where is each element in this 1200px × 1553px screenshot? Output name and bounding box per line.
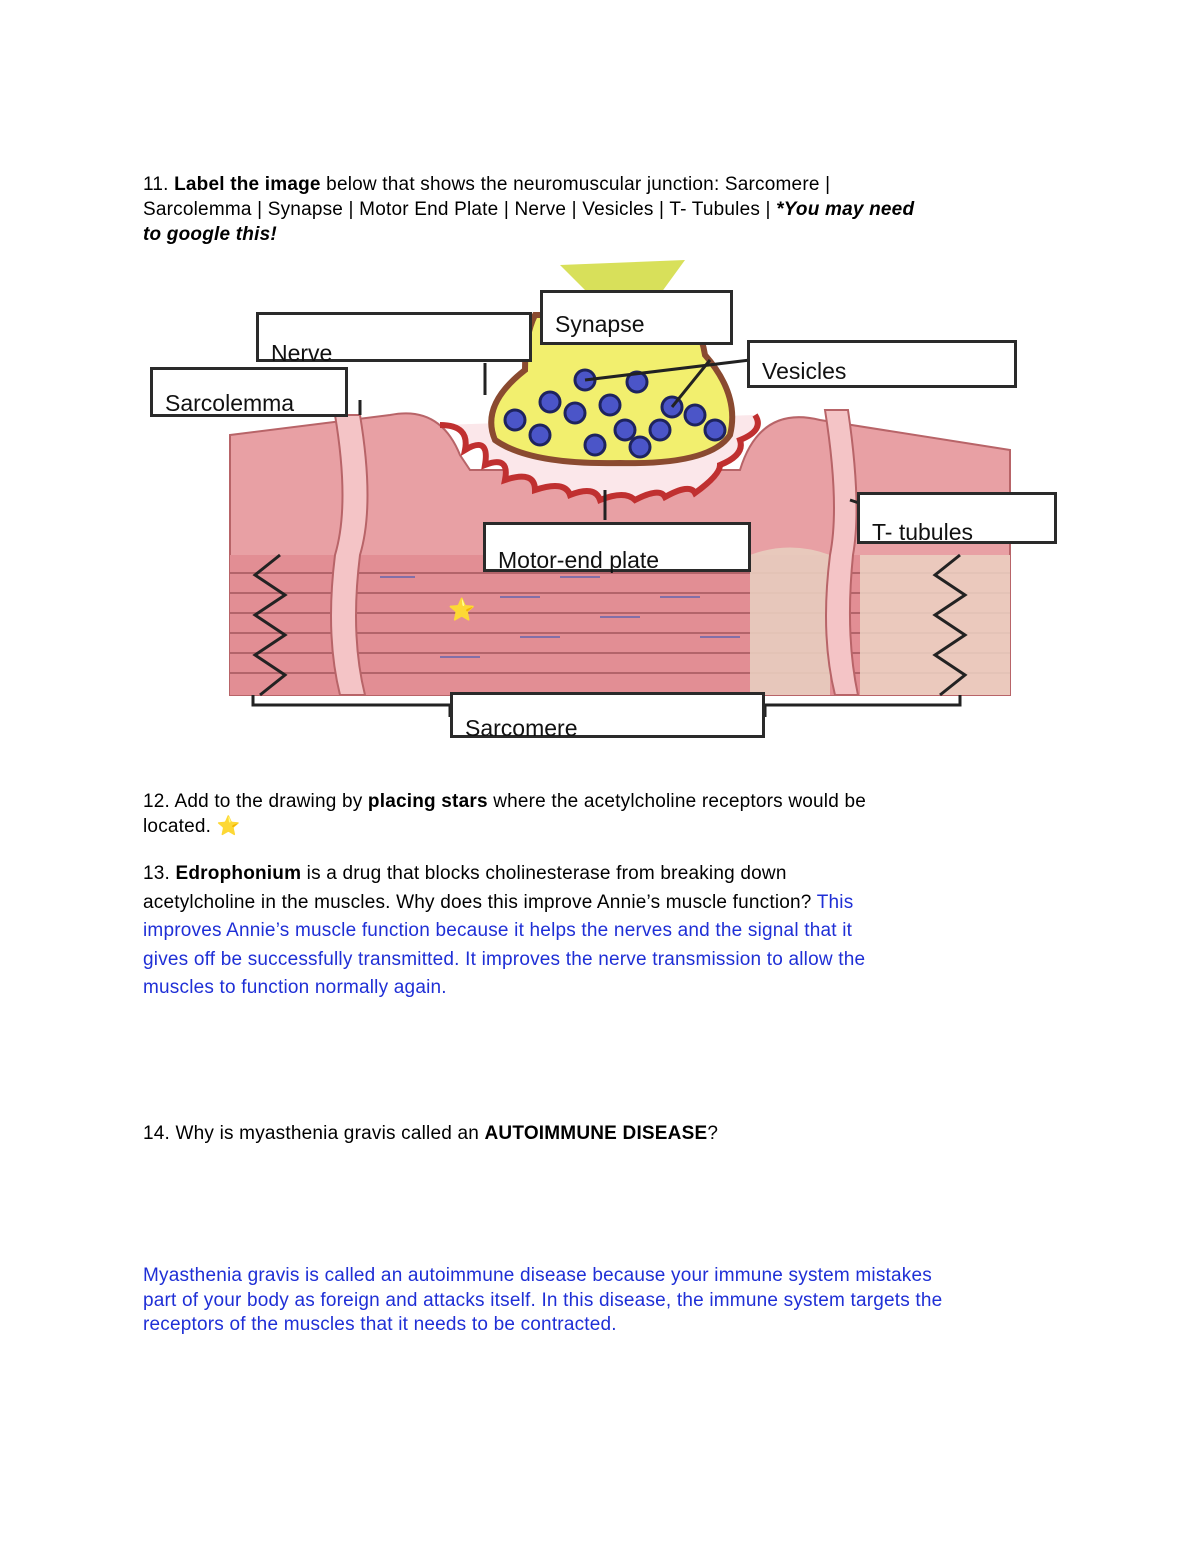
- answer-13-line-2: improves Annie’s muscle function because it helps the nerves and the signal that it: [143, 920, 853, 941]
- question-12-line-1: 12. Add to the drawing by placing stars where the acetylcholine receptors would be: [143, 791, 866, 812]
- answer-13-line-3: gives off be successfully transmitted. It improves the nerve transmission to allow the: [143, 948, 866, 970]
- answer-13-line-4: muscles to function normally again.: [143, 977, 447, 998]
- label-motor-end-plate: Motor-end plate: [483, 522, 751, 572]
- question-12-bold: placing stars: [367, 791, 488, 812]
- star-icon: ⭐: [216, 815, 241, 837]
- answer-13-start: This: [816, 891, 854, 913]
- question-11: [143, 172, 914, 247]
- label-t-tubules: T- tubules: [857, 492, 1057, 544]
- question-13-line-2: acetylcholine in the muscles. Why does this improve Annie’s muscle function? This: [143, 891, 854, 913]
- label-synapse: Synapse: [540, 290, 733, 345]
- question-12: [143, 789, 866, 839]
- question-11-line-2: Sarcolemma | Synapse | Motor End Plate | Nerve | Vesicles | T- Tubules | *You may need: [143, 199, 915, 220]
- neuromuscular-junction-diagram: [140, 255, 1065, 745]
- label-vesicles: Vesicles: [747, 340, 1017, 388]
- label-sarcolemma: Sarcolemma: [150, 367, 348, 417]
- question-14: 14. Why is myasthenia gravis called an AUTOIMMUNE DISEASE?: [143, 1123, 719, 1144]
- question-11-line-3: to google this!: [143, 224, 277, 245]
- answer-14-line-3: receptors of the muscles that it needs to be contracted.: [143, 1314, 617, 1335]
- answer-14-line-2: part of your body as foreign and attacks itself. In this disease, the immune system targets the: [143, 1289, 943, 1311]
- question-11-note: *You may need: [776, 199, 915, 220]
- question-14-bold: AUTOIMMUNE DISEASE: [484, 1123, 708, 1144]
- question-13: [143, 860, 865, 1003]
- label-nerve: Nerve: [256, 312, 532, 362]
- question-13-line-1: 13. Edrophonium is a drug that blocks cholinesterase from breaking down: [143, 863, 787, 884]
- label-sarcomere: Sarcomere: [450, 692, 765, 738]
- star-marker: ⭐: [448, 598, 476, 623]
- question-11-bold-lead: Label the image: [174, 174, 321, 195]
- answer-14-line-1: Myasthenia gravis is called an autoimmune disease because your immune system mistakes: [143, 1265, 932, 1286]
- question-11-line-1: 11. Label the image below that shows the neuromuscular junction: Sarcomere |: [143, 174, 831, 195]
- question-12-line-2: located. ⭐: [143, 815, 241, 837]
- answer-14: [143, 1264, 942, 1338]
- question-13-bold: Edrophonium: [175, 863, 302, 884]
